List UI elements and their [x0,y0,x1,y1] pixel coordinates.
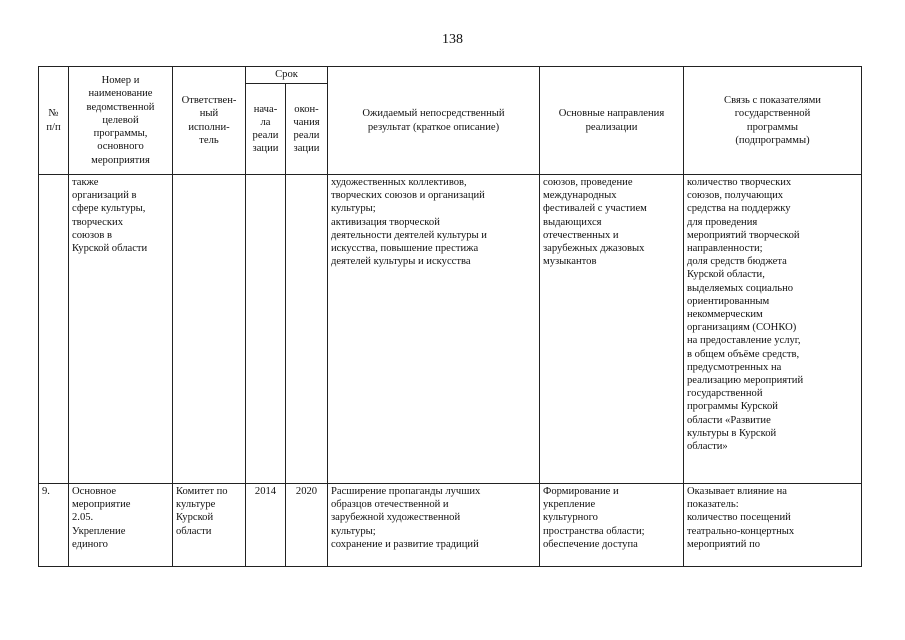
row-name: Основное мероприятие 2.05. Укрепление единого [69,484,173,567]
row-directions: союзов, проведение международных фестивалей с участием выдающихся отечественных и зарубежных джазовых музыкантов [540,175,684,484]
row-link: количество творческих союзов, получающих средства на поддержку для проведения мероприятий творческой направленности; доля средств бюджета Курской области, выделяемых социально ориентированным некоммерческим организациям (СОНКО) на предоставление услуг, в общем объёме средств, предусмотренных на реализацию мероприятий государственной программы Курской области «Развитие культуры в Курской области» [684,175,862,484]
row-num [39,175,69,484]
header-result: Ожидаемый непосредственный результат (краткое описание) [328,67,540,175]
row-responsible: Комитет по культуре Курской области [173,484,246,567]
row-start: 2014 [246,484,286,567]
header-responsible: Ответствен- ный исполни- тель [173,67,246,175]
header-term: Срок [246,67,328,84]
row-start [246,175,286,484]
header-link: Связь с показателями государственной программы (подпрограммы) [684,67,862,175]
row-end [286,175,328,484]
row-result: художественных коллективов, творческих союзов и организаций культуры; активизация творческой деятельности деятелей культуры и искусства, повышение престижа деятелей культуры и искусства [328,175,540,484]
table-row [39,175,862,484]
row-result: Расширение пропаганды лучших образцов отечественной и зарубежной художественной культуры; сохранение и развитие традиций [328,484,540,567]
header-directions: Основные направления реализации [540,67,684,175]
header-name: Номер и наименование ведомственной целевой программы, основного мероприятия [69,67,173,175]
program-table [38,66,862,567]
row-responsible [173,175,246,484]
page-number: 138 [442,32,463,47]
row-link: Оказывает влияние на показатель: количество посещений театрально-концертных мероприятий по [684,484,862,567]
row-directions: Формирование и укрепление культурного пространства области; обеспечение доступа [540,484,684,567]
header-num: № п/п [39,67,69,175]
table-row [39,484,862,567]
table-header-row [39,67,862,84]
header-start: нача- ла реали зации [246,84,286,175]
row-name: также организаций в сфере культуры, творческих союзов в Курской области [69,175,173,484]
row-num: 9. [39,484,69,567]
header-end: окон- чания реали зации [286,84,328,175]
row-end: 2020 [286,484,328,567]
